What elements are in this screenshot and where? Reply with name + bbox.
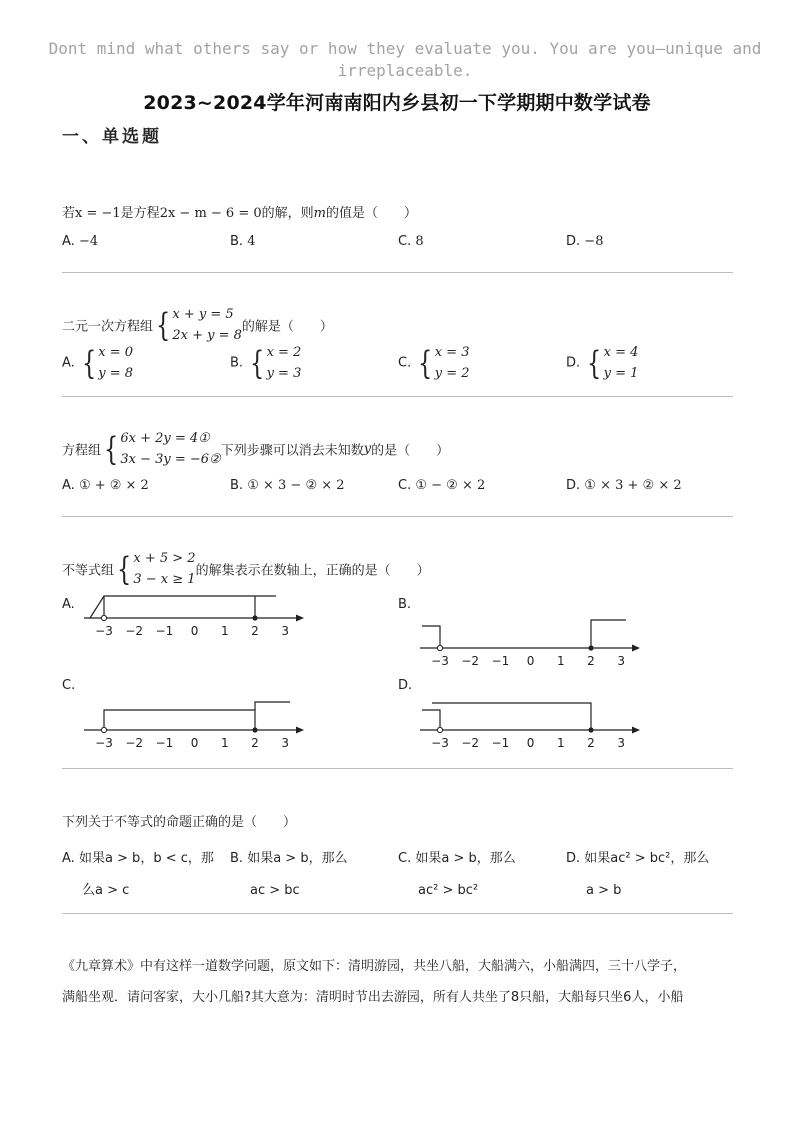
tick-label: −3 [431,654,449,668]
tick-label: 0 [190,736,199,750]
q4-inequality-system: { x + 5 > 2 3 − x ≥ 1 [117,550,196,588]
q2-option-d[interactable]: D. { x = 4 y = 1 [566,344,639,382]
q5-option-b[interactable]: B. 如果a > b，那么 ac > bc [230,851,348,898]
section-heading: 一、单选题 [62,127,162,147]
q1-option-a[interactable]: A. −4 [62,234,99,249]
question-6-line-1: 《九章算术》中有这样一道数学问题，原文如下：清明游园，共坐八船，大船满六，小船满四，三十八学子， [62,959,687,974]
q4-option-d[interactable]: D. [398,678,413,693]
tick-label: −2 [461,736,480,750]
divider [62,768,733,769]
tick-label: 1 [556,736,565,750]
number-line-c[interactable] [80,700,310,754]
tick-label: 2 [251,736,259,750]
tick-label: −3 [95,624,113,638]
tick-label: 2 [251,624,259,638]
tick-label: −2 [461,654,480,668]
tick-label: 3 [281,736,290,750]
q4-option-b[interactable]: B. [398,597,412,612]
q1-option-c[interactable]: C. 8 [398,234,424,249]
divider [62,396,733,397]
tick-label: 1 [220,736,229,750]
tick-label: 2 [587,736,595,750]
number-line-a[interactable] [80,588,310,642]
tick-label: −3 [95,736,113,750]
tick-label: 2 [587,654,595,668]
tick-label: −2 [125,736,144,750]
q2-option-c[interactable]: C. { x = 3 y = 2 [398,344,470,382]
q3-option-b[interactable]: B. ① × 3 − ② × 2 [230,478,345,493]
motto-watermark: Dont mind what others say or how they evaluate you. You are you—unique and irreplaceable. [48,39,762,80]
q1-text-3: 的解，则 [261,206,314,221]
q4-option-a[interactable]: A. [62,597,75,612]
q1-equation-1: x = −1 [75,206,121,221]
q5-option-d[interactable]: D. 如果ac² > bc²，那么 a > b [566,851,710,898]
tick-label: −2 [125,624,144,638]
divider [62,272,733,273]
q4-option-c[interactable]: C. [62,678,76,693]
q1-equation-2: 2x − m − 6 = 0 [159,206,262,221]
tick-label: −1 [155,624,174,638]
tick-label: −3 [431,736,449,750]
q1-option-b[interactable]: B. 4 [230,234,256,249]
divider [62,516,733,517]
question-2-stem: 二元一次方程组 { x + y = 5 2x + y = 8 的解是（ ） [62,306,333,344]
tick-label: −1 [155,736,174,750]
tick-label: 3 [617,654,626,668]
tick-label: 3 [281,624,290,638]
question-1-stem [62,202,417,221]
q1-text-1: 若 [62,206,76,221]
tick-label: 1 [220,624,229,638]
tick-label: 0 [526,736,535,750]
number-line-b[interactable] [416,618,646,672]
q1-variable: m [313,206,326,221]
q3-option-c[interactable]: C. ① − ② × 2 [398,478,486,493]
tick-label: 1 [556,654,565,668]
tick-label: −1 [491,654,510,668]
q3-option-a[interactable]: A. ① + ② × 2 [62,478,149,493]
q1-text-2: 是方程 [120,206,160,221]
question-4-stem: 不等式组 { x + 5 > 2 3 − x ≥ 1 的解集表示在数轴上，正确的是（ ） [62,550,430,588]
q5-option-a[interactable]: A. 如果a > b，b < c，那 么a > c [62,851,214,898]
tick-label: 0 [190,624,199,638]
question-6-line-2: 满船坐观．请问客家，大小几船?其大意为：清明时节出去游园，所有人共坐了8只船，大船每只坐6人，小船 [62,990,684,1005]
q3-equation-system: { 6x + 2y = 4① 3x − 3y = −6② [104,430,221,468]
q3-option-d[interactable]: D. ① × 3 + ② × 2 [566,478,682,493]
tick-label: 0 [526,654,535,668]
tick-label: −1 [491,736,510,750]
divider [62,913,733,914]
q2-equation-system: { x + y = 5 2x + y = 8 [156,306,242,344]
exam-title: 2023~2024学年河南南阳内乡县初一下学期期中数学试卷 [143,92,651,114]
number-line-d[interactable] [416,700,646,754]
q1-text-4: 的值是（ ） [325,206,417,221]
q2-option-a[interactable]: A. { x = 0 y = 8 [62,344,134,382]
q1-option-d[interactable]: D. −8 [566,234,604,249]
question-3-stem: 方程组 { 6x + 2y = 4① 3x − 3y = −6② 下列步骤可以消去未知数y的是（ ） [62,430,450,468]
question-5-stem: 下列关于不等式的命题正确的是（ ） [62,815,297,830]
q2-option-b[interactable]: B. { x = 2 y = 3 [230,344,302,382]
q5-option-c[interactable]: C. 如果a > b，那么 ac² > bc² [398,851,516,898]
tick-label: 3 [617,736,626,750]
